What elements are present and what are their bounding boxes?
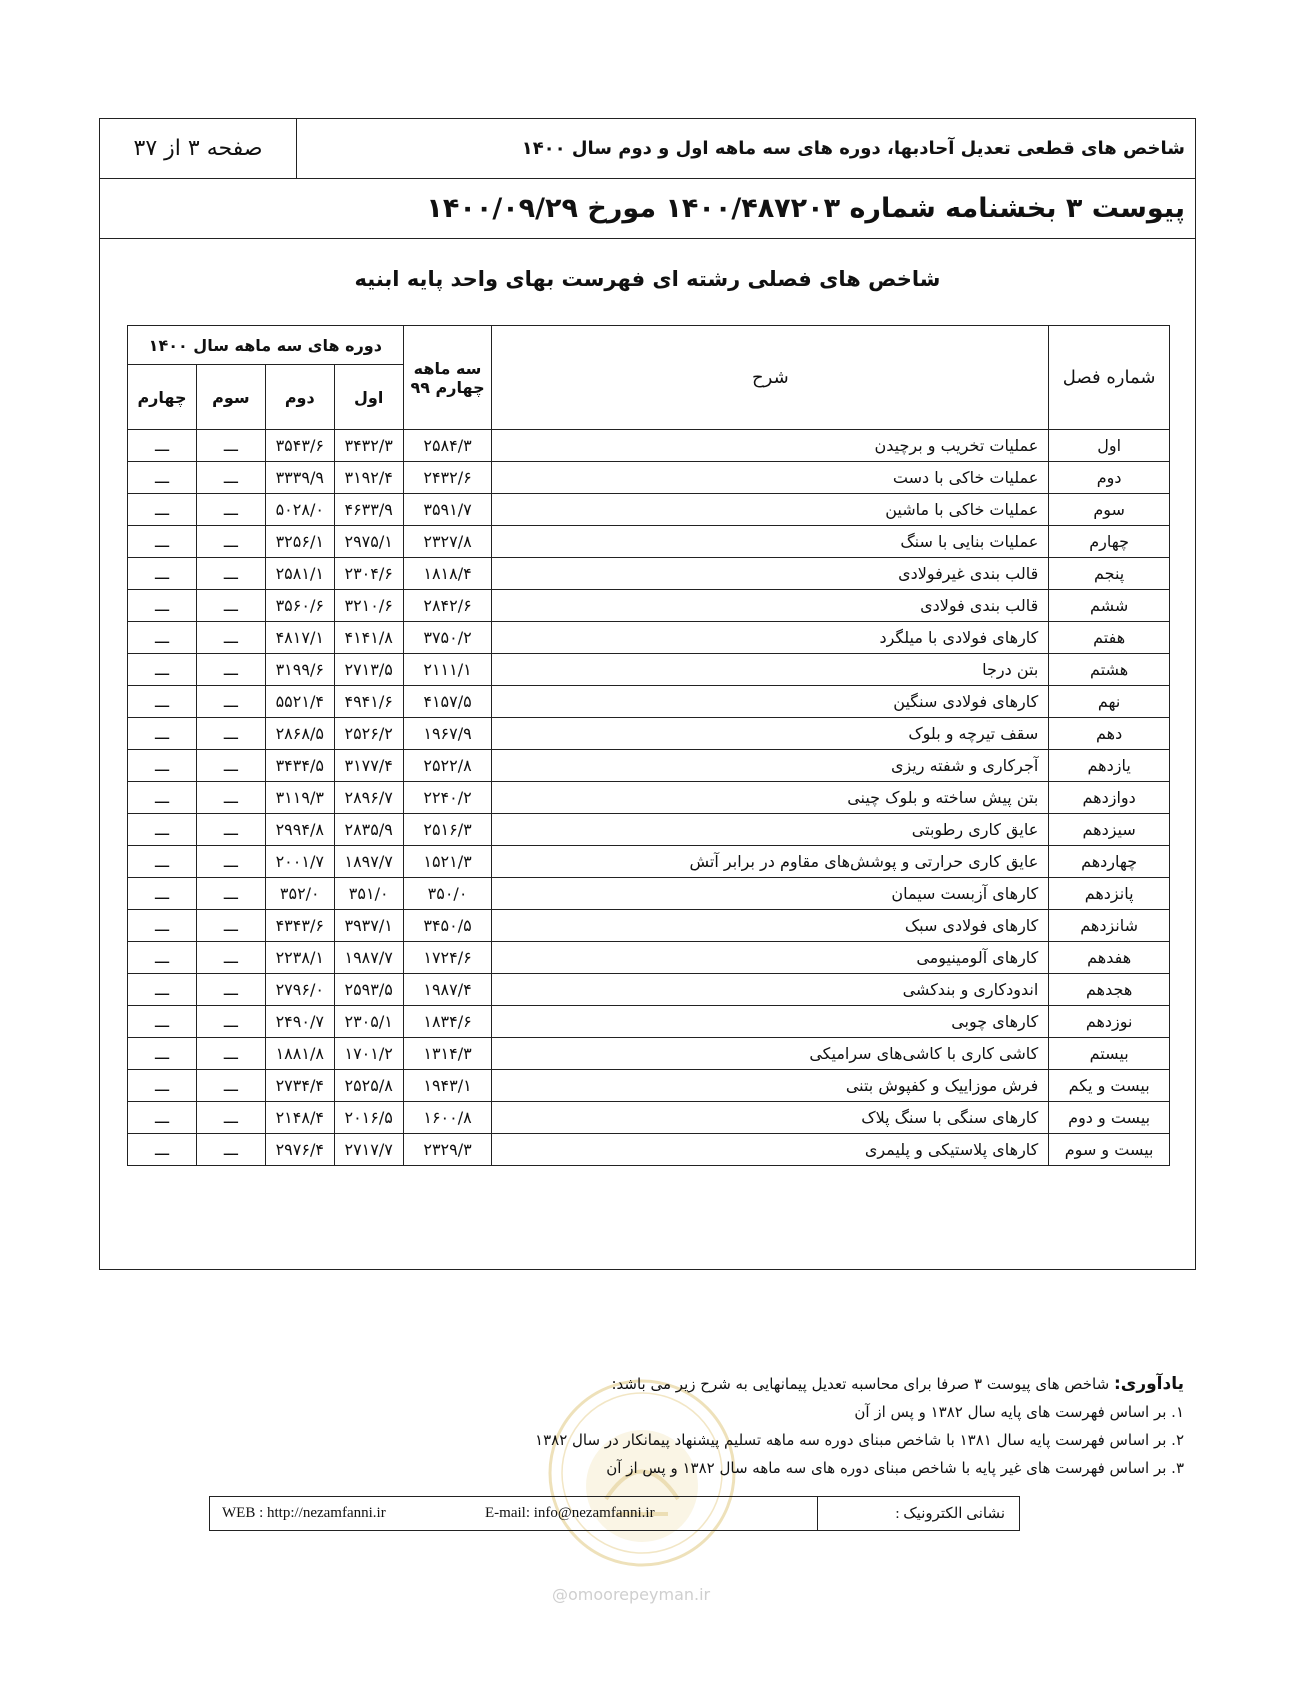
cell-q1-1400: ۲۵۲۵/۸ (334, 1070, 403, 1102)
cell-description: کارهای فولادی سنگین (492, 686, 1049, 718)
cell-q3-1400: ـــ (196, 750, 265, 782)
cell-q1-1400: ۱۹۸۷/۷ (334, 942, 403, 974)
cell-q3-1400: ـــ (196, 974, 265, 1006)
cell-description: کارهای فولادی با میلگرد (492, 622, 1049, 654)
cell-chapter: یازدهم (1049, 750, 1170, 782)
cell-q4-1400: ـــ (128, 878, 197, 910)
table-row (128, 686, 1170, 718)
cell-chapter: هفتم (1049, 622, 1170, 654)
cell-chapter: هفدهم (1049, 942, 1170, 974)
cell-q2-1400: ۲۵۸۱/۱ (265, 558, 334, 590)
cell-chapter: دوم (1049, 462, 1170, 494)
cell-q3-1400: ـــ (196, 1006, 265, 1038)
table-row (128, 814, 1170, 846)
contact-email[interactable]: E-mail: info@nezamfanni.ir (485, 1505, 655, 1521)
table-row (128, 782, 1170, 814)
cell-q1-1400: ۲۵۹۳/۵ (334, 974, 403, 1006)
cell-q2-1400: ۲۱۴۸/۴ (265, 1102, 334, 1134)
cell-description: قالب بندی فولادی (492, 590, 1049, 622)
cell-q3-1400: ـــ (196, 814, 265, 846)
cell-description: کارهای پلاستیکی و پلیمری (492, 1134, 1049, 1166)
cell-q4-1399: ۲۳۲۷/۸ (403, 526, 492, 558)
cell-q1-1400: ۲۷۱۳/۵ (334, 654, 403, 686)
cell-q2-1400: ۱۸۸۱/۸ (265, 1038, 334, 1070)
cell-q2-1400: ۵۰۲۸/۰ (265, 494, 334, 526)
cell-q4-1400: ـــ (128, 910, 197, 942)
cell-q2-1400: ۲۹۷۶/۴ (265, 1134, 334, 1166)
cell-q4-1399: ۲۵۸۴/۳ (403, 430, 492, 462)
cell-chapter: بیست و دوم (1049, 1102, 1170, 1134)
cell-chapter: هجدهم (1049, 974, 1170, 1006)
cell-description: عایق کاری رطوبتی (492, 814, 1049, 846)
notes-intro-line (535, 1370, 1184, 1398)
cell-q1-1400: ۲۰۱۶/۵ (334, 1102, 403, 1134)
cell-q1-1400: ۲۳۰۵/۱ (334, 1006, 403, 1038)
cell-q3-1400: ـــ (196, 1102, 265, 1134)
table-row (128, 1038, 1170, 1070)
cell-q3-1400: ـــ (196, 494, 265, 526)
index-table (127, 325, 1170, 1166)
cell-q4-1399: ۲۸۴۲/۶ (403, 590, 492, 622)
header-q2: دوم (265, 365, 334, 430)
cell-chapter: نهم (1049, 686, 1170, 718)
cell-chapter: بیست و سوم (1049, 1134, 1170, 1166)
cell-q4-1400: ـــ (128, 462, 197, 494)
cell-q2-1400: ۳۳۳۹/۹ (265, 462, 334, 494)
cell-q2-1400: ۲۴۹۰/۷ (265, 1006, 334, 1038)
cell-q3-1400: ـــ (196, 1038, 265, 1070)
cell-q4-1400: ـــ (128, 718, 197, 750)
cell-q3-1400: ـــ (196, 590, 265, 622)
contact-web[interactable]: WEB : http://nezamfanni.ir (222, 1505, 386, 1521)
cell-q1-1400: ۳۱۷۷/۴ (334, 750, 403, 782)
cell-q3-1400: ـــ (196, 526, 265, 558)
cell-q2-1400: ۳۵۶۰/۶ (265, 590, 334, 622)
cell-q3-1400: ـــ (196, 558, 265, 590)
header-row (100, 119, 1195, 179)
notes-item-1: ۱. بر اساس فهرست های پایه سال ۱۳۸۲ و پس از آن (854, 1403, 1184, 1421)
cell-q4-1400: ـــ (128, 1038, 197, 1070)
notes-label: یادآوری: (1113, 1374, 1184, 1394)
appendix-row (100, 179, 1195, 239)
cell-q4-1400: ـــ (128, 974, 197, 1006)
cell-q1-1400: ۲۸۹۶/۷ (334, 782, 403, 814)
cell-description: کارهای چوبی (492, 1006, 1049, 1038)
cell-chapter: سوم (1049, 494, 1170, 526)
table-row (128, 494, 1170, 526)
cell-q2-1400: ۲۲۳۸/۱ (265, 942, 334, 974)
cell-q2-1400: ۲۷۳۴/۴ (265, 1070, 334, 1102)
cell-q4-1399: ۲۱۱۱/۱ (403, 654, 492, 686)
cell-q2-1400: ۵۵۲۱/۴ (265, 686, 334, 718)
cell-q1-1400: ۲۳۰۴/۶ (334, 558, 403, 590)
cell-q3-1400: ـــ (196, 430, 265, 462)
table-body (128, 430, 1170, 1166)
cell-q1-1400: ۲۹۷۵/۱ (334, 526, 403, 558)
cell-q3-1400: ـــ (196, 462, 265, 494)
cell-q3-1400: ـــ (196, 718, 265, 750)
notes-intro: شاخص های پیوست ۳ صرفا برای محاسبه تعدیل پیمانهایی به شرح زیر می باشد: (611, 1375, 1110, 1393)
cell-description: قالب بندی غیرفولادی (492, 558, 1049, 590)
table-row (128, 974, 1170, 1006)
cell-q4-1399: ۳۷۵۰/۲ (403, 622, 492, 654)
cell-q4-1400: ـــ (128, 750, 197, 782)
cell-q4-1400: ـــ (128, 430, 197, 462)
cell-q4-1400: ـــ (128, 1134, 197, 1166)
cell-q1-1400: ۱۷۰۱/۲ (334, 1038, 403, 1070)
table-row (128, 1134, 1170, 1166)
cell-chapter: چهارم (1049, 526, 1170, 558)
cell-description: عایق کاری حرارتی و پوشش‌های مقاوم در برابر آتش (492, 846, 1049, 878)
cell-description: بتن درجا (492, 654, 1049, 686)
table-row (128, 942, 1170, 974)
cell-q2-1400: ۲۷۹۶/۰ (265, 974, 334, 1006)
cell-q3-1400: ـــ (196, 686, 265, 718)
cell-q4-1400: ـــ (128, 1070, 197, 1102)
cell-description: اندودکاری و بندکشی (492, 974, 1049, 1006)
cell-description: سقف تیرچه و بلوک (492, 718, 1049, 750)
table-row (128, 1070, 1170, 1102)
cell-description: کارهای آزبست سیمان (492, 878, 1049, 910)
cell-chapter: بیستم (1049, 1038, 1170, 1070)
cell-q4-1399: ۱۵۲۱/۳ (403, 846, 492, 878)
cell-q4-1400: ـــ (128, 654, 197, 686)
document-frame (99, 118, 1196, 1270)
cell-q3-1400: ـــ (196, 910, 265, 942)
header-q1: اول (334, 365, 403, 430)
table-row (128, 462, 1170, 494)
cell-chapter: ششم (1049, 590, 1170, 622)
cell-q1-1400: ۴۱۴۱/۸ (334, 622, 403, 654)
cell-q2-1400: ۳۲۵۶/۱ (265, 526, 334, 558)
cell-q4-1399: ۴۱۵۷/۵ (403, 686, 492, 718)
cell-description: کاشی کاری با کاشی‌های سرامیکی (492, 1038, 1049, 1070)
contact-label: نشانی الکترونیک : (817, 1497, 1019, 1530)
cell-chapter: نوزدهم (1049, 1006, 1170, 1038)
cell-q1-1400: ۳۹۳۷/۱ (334, 910, 403, 942)
table-row (128, 910, 1170, 942)
cell-q4-1400: ـــ (128, 686, 197, 718)
cell-q2-1400: ۲۸۶۸/۵ (265, 718, 334, 750)
contact-box (209, 1496, 1020, 1531)
cell-q4-1399: ۳۵۰/۰ (403, 878, 492, 910)
cell-q4-1399: ۱۸۳۴/۶ (403, 1006, 492, 1038)
cell-q1-1400: ۲۸۳۵/۹ (334, 814, 403, 846)
header-chapter: شماره فصل (1049, 326, 1170, 430)
cell-q3-1400: ـــ (196, 846, 265, 878)
table-row (128, 558, 1170, 590)
cell-q4-1399: ۲۳۲۹/۳ (403, 1134, 492, 1166)
cell-description: کارهای سنگی با سنگ پلاک (492, 1102, 1049, 1134)
cell-q3-1400: ـــ (196, 654, 265, 686)
cell-q2-1400: ۳۱۱۹/۳ (265, 782, 334, 814)
cell-description: عملیات خاکی با ماشین (492, 494, 1049, 526)
table-row (128, 846, 1170, 878)
cell-q4-1400: ـــ (128, 814, 197, 846)
cell-chapter: دوازدهم (1049, 782, 1170, 814)
cell-q4-1399: ۱۶۰۰/۸ (403, 1102, 492, 1134)
cell-chapter: چهاردهم (1049, 846, 1170, 878)
cell-q4-1400: ـــ (128, 846, 197, 878)
notes-block (535, 1370, 1184, 1482)
cell-q4-1399: ۱۳۱۴/۳ (403, 1038, 492, 1070)
cell-chapter: سیزدهم (1049, 814, 1170, 846)
watermark-text: @omoorepeyman.ir (552, 1585, 711, 1604)
cell-q4-1399: ۳۵۹۱/۷ (403, 494, 492, 526)
table-row (128, 654, 1170, 686)
cell-chapter: دهم (1049, 718, 1170, 750)
cell-q2-1400: ۴۸۱۷/۱ (265, 622, 334, 654)
cell-q1-1400: ۱۸۹۷/۷ (334, 846, 403, 878)
cell-q2-1400: ۳۱۹۹/۶ (265, 654, 334, 686)
cell-q1-1400: ۳۲۱۰/۶ (334, 590, 403, 622)
cell-description: فرش موزاییک و کفپوش بتنی (492, 1070, 1049, 1102)
cell-chapter: بیست و یکم (1049, 1070, 1170, 1102)
table-row (128, 430, 1170, 462)
cell-q4-1399: ۱۷۲۴/۶ (403, 942, 492, 974)
document-title: شاخص های قطعی تعدیل آحادبها، دوره های سه ماهه اول و دوم سال ۱۴۰۰ (521, 138, 1185, 159)
cell-q4-1400: ـــ (128, 526, 197, 558)
cell-description: کارهای فولادی سبک (492, 910, 1049, 942)
cell-q4-1399: ۳۴۵۰/۵ (403, 910, 492, 942)
header-q4: چهارم (128, 365, 197, 430)
cell-q4-1399: ۲۵۲۲/۸ (403, 750, 492, 782)
cell-description: بتن پیش ساخته و بلوک چینی (492, 782, 1049, 814)
cell-q1-1400: ۳۱۹۲/۴ (334, 462, 403, 494)
cell-q4-1400: ـــ (128, 942, 197, 974)
table-row (128, 878, 1170, 910)
table-row (128, 750, 1170, 782)
cell-q4-1399: ۱۸۱۸/۴ (403, 558, 492, 590)
cell-chapter: هشتم (1049, 654, 1170, 686)
table-row (128, 1102, 1170, 1134)
cell-description: عملیات بنایی با سنگ (492, 526, 1049, 558)
cell-q2-1400: ۲۹۹۴/۸ (265, 814, 334, 846)
cell-q4-1400: ـــ (128, 1006, 197, 1038)
cell-description: آجرکاری و شفته ریزی (492, 750, 1049, 782)
page-number: صفحه ۳ از ۳۷ (100, 119, 297, 178)
cell-q4-1400: ـــ (128, 1102, 197, 1134)
cell-q4-1399: ۲۴۳۲/۶ (403, 462, 492, 494)
cell-q4-1399: ۱۹۴۳/۱ (403, 1070, 492, 1102)
cell-description: عملیات تخریب و برچیدن (492, 430, 1049, 462)
header-q4-1399 (403, 326, 492, 430)
header-periods-1400: دوره های سه ماهه سال ۱۴۰۰ (128, 326, 404, 365)
cell-description: عملیات خاکی با دست (492, 462, 1049, 494)
table-row (128, 590, 1170, 622)
header-q4-1399-line2: چهارم ۹۹ (410, 377, 485, 397)
cell-q4-1400: ـــ (128, 558, 197, 590)
notes-item-2: ۲. بر اساس فهرست پایه سال ۱۳۸۱ با شاخص مبنای دوره سه ماهه تسلیم پیشنهاد پیمانکار در سال ۱۳۸۲ (535, 1431, 1184, 1449)
cell-q2-1400: ۳۵۴۳/۶ (265, 430, 334, 462)
table-row (128, 1006, 1170, 1038)
table-row (128, 622, 1170, 654)
table-row (128, 718, 1170, 750)
cell-q4-1400: ـــ (128, 494, 197, 526)
cell-chapter: شانزدهم (1049, 910, 1170, 942)
cell-q1-1400: ۲۵۲۶/۲ (334, 718, 403, 750)
table-row (128, 526, 1170, 558)
cell-q1-1400: ۲۷۱۷/۷ (334, 1134, 403, 1166)
notes-item-3: ۳. بر اساس فهرست های غیر پایه با شاخص مبنای دوره های سه ماهه سال ۱۳۸۲ و پس از آن (606, 1459, 1184, 1477)
cell-q3-1400: ـــ (196, 878, 265, 910)
cell-q4-1399: ۲۲۴۰/۲ (403, 782, 492, 814)
cell-q4-1400: ـــ (128, 622, 197, 654)
cell-q3-1400: ـــ (196, 622, 265, 654)
appendix-title: پیوست ۳ بخشنامه شماره ۱۴۰۰/۴۸۷۲۰۳ مورخ ۱۴۰۰/۰۹/۲۹ (426, 193, 1185, 224)
cell-chapter: پانزدهم (1049, 878, 1170, 910)
cell-chapter: اول (1049, 430, 1170, 462)
cell-q4-1399: ۱۹۸۷/۴ (403, 974, 492, 1006)
cell-q4-1400: ـــ (128, 590, 197, 622)
cell-q3-1400: ـــ (196, 942, 265, 974)
header-description: شرح (492, 326, 1049, 430)
cell-q2-1400: ۲۰۰۱/۷ (265, 846, 334, 878)
cell-q3-1400: ـــ (196, 782, 265, 814)
cell-q1-1400: ۳۵۱/۰ (334, 878, 403, 910)
cell-q4-1399: ۱۹۶۷/۹ (403, 718, 492, 750)
cell-q1-1400: ۴۹۴۱/۶ (334, 686, 403, 718)
cell-chapter: پنجم (1049, 558, 1170, 590)
cell-q1-1400: ۴۶۳۳/۹ (334, 494, 403, 526)
cell-q4-1400: ـــ (128, 782, 197, 814)
cell-q3-1400: ـــ (196, 1134, 265, 1166)
cell-q2-1400: ۳۵۲/۰ (265, 878, 334, 910)
cell-q1-1400: ۳۴۳۲/۳ (334, 430, 403, 462)
cell-q4-1399: ۲۵۱۶/۳ (403, 814, 492, 846)
header-q3: سوم (196, 365, 265, 430)
table-title: شاخص های فصلی رشته ای فهرست بهای واحد پایه ابنیه (354, 267, 941, 291)
cell-description: کارهای آلومینیومی (492, 942, 1049, 974)
cell-q3-1400: ـــ (196, 1070, 265, 1102)
cell-q2-1400: ۴۳۴۳/۶ (265, 910, 334, 942)
cell-q2-1400: ۳۴۳۴/۵ (265, 750, 334, 782)
header-q4-1399-line1: سه ماهه (413, 358, 482, 378)
